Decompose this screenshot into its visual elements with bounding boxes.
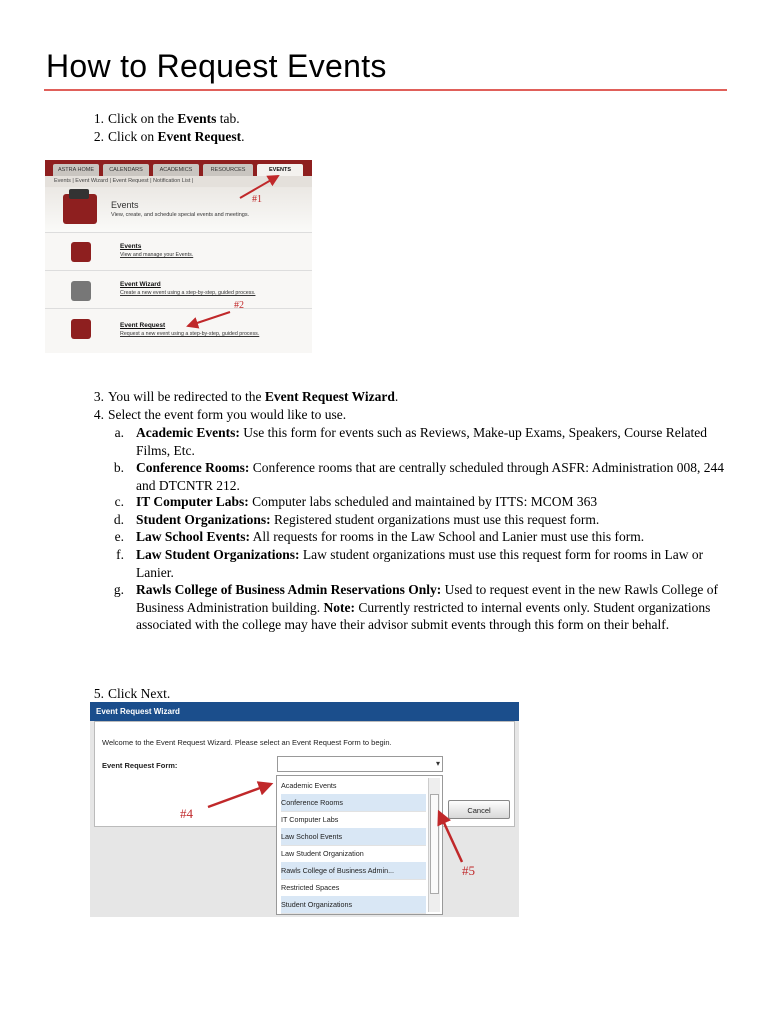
step-5	[0, 685, 770, 703]
step-bold: Events	[177, 111, 217, 126]
callout-2: #2	[234, 300, 244, 311]
page-title: How to Request Events	[46, 48, 387, 84]
tab-events: EVENTS	[257, 164, 303, 176]
step-4	[0, 406, 770, 424]
chevron-down-icon[interactable]: ▾	[435, 759, 440, 768]
dropdown-option[interactable]: Academic Events	[281, 777, 426, 795]
breadcrumb: Events | Event Wizard | Event Request | Notification List |	[45, 176, 312, 187]
event-request-wizard-screenshot	[90, 702, 519, 917]
cancel-button[interactable]: Cancel	[448, 800, 510, 819]
form-letter: f.	[116, 547, 124, 562]
form-name: Conference Rooms:	[136, 460, 250, 475]
arrow-2	[188, 312, 230, 326]
tab-academics: ACADEMICS	[153, 164, 199, 176]
step-number: 5.	[93, 686, 104, 701]
step-text: Click on the	[108, 111, 178, 126]
step-number: 4.	[93, 407, 104, 422]
step-2	[0, 128, 770, 146]
step-text: .	[394, 389, 399, 404]
form-desc: Law student organizations must use this request form for rooms in Law or Lanier.	[136, 547, 704, 580]
menu-item-title: Event Wizard	[120, 281, 161, 288]
arrow-5	[439, 812, 462, 862]
menu-item-title: Event Request	[120, 322, 166, 329]
dropdown-option[interactable]: Conference Rooms	[281, 794, 426, 812]
form-letter: e.	[114, 529, 124, 544]
step-3	[0, 388, 770, 406]
callout-5: #5	[462, 863, 475, 878]
form-select-label: Event Request Form:	[102, 761, 178, 770]
step-text: Select the event form you would like to use.	[108, 407, 347, 422]
wizard-title-bar: Event Request Wizard	[90, 702, 519, 721]
form-name: Rawls College of Business Admin Reservations Only:	[136, 582, 442, 597]
step-text: .	[241, 129, 245, 144]
step-text: You will be redirected to the	[108, 389, 265, 404]
dropdown-option[interactable]: Rawls College of Business Admin...	[281, 862, 426, 880]
form-desc: Used to request event in the new Rawls College of Business Administration building.	[136, 582, 718, 615]
dropdown-option[interactable]: Restricted Spaces	[281, 879, 426, 897]
form-desc: All requests for rooms in the Law School and Lanier must use this form.	[250, 529, 645, 544]
dropdown-option[interactable]: IT Computer Labs	[281, 811, 426, 829]
events-tab-screenshot	[45, 160, 312, 353]
form-letter: g.	[113, 582, 124, 597]
title-rule	[44, 89, 727, 91]
step-number: 1.	[93, 111, 104, 126]
form-note-label: Note:	[323, 599, 355, 615]
form-name: Law School Events:	[136, 529, 251, 544]
form-desc: Computer labs scheduled and maintained by ITTS: MCOM 363	[248, 494, 598, 509]
form-letter: d.	[113, 512, 124, 527]
callout-arrows-2	[90, 702, 519, 917]
dropdown-option[interactable]: Law School Events	[281, 828, 426, 846]
tab-astra-home: ASTRA HOME	[53, 164, 99, 176]
step-1	[0, 110, 770, 128]
callout-arrows	[45, 160, 312, 353]
events-heading-desc: View, create, and schedule special events and meetings.	[111, 212, 250, 218]
form-name: IT Computer Labs:	[136, 494, 249, 509]
step-text: Click on	[108, 129, 158, 144]
menu-item-title: Events	[120, 243, 142, 250]
step-number: 2.	[93, 129, 104, 144]
form-desc: Use this form for events such as Reviews, Make-up Exams, Speakers, Course Related Films, Etc.	[136, 425, 708, 458]
form-letter: b.	[113, 460, 124, 475]
menu-item-desc: Create a new event using a step-by-step, guided process.	[120, 290, 256, 296]
form-name: Academic Events:	[136, 425, 240, 440]
step-text: tab.	[216, 111, 240, 126]
dropdown-option[interactable]: Student Organizations	[281, 896, 426, 914]
form-name: Law Student Organizations:	[136, 547, 300, 562]
menu-item-desc: View and manage your Events.	[120, 252, 194, 258]
wizard-welcome-text: Welcome to the Event Request Wizard. Please select an Event Request Form to begin.	[102, 738, 392, 747]
callout-1: #1	[252, 194, 262, 205]
tab-calendars: CALENDARS	[103, 164, 149, 176]
arrow-4	[208, 784, 271, 807]
form-name: Student Organizations:	[136, 512, 271, 527]
dropdown-option[interactable]: Law Student Organization	[281, 845, 426, 863]
form-letter: c.	[114, 494, 124, 509]
step-text: Click Next.	[108, 686, 171, 701]
callout-4: #4	[180, 806, 193, 821]
menu-item-desc: Request a new event using a step-by-step, guided process.	[120, 331, 260, 337]
form-desc: Registered student organizations must use this request form.	[270, 512, 600, 527]
events-heading: Events	[111, 200, 139, 210]
form-letter: a.	[114, 425, 124, 440]
step-bold: Event Request Wizard	[264, 389, 395, 404]
tab-resources: RESOURCES	[203, 164, 253, 176]
step-number: 3.	[93, 389, 104, 404]
form-desc: Conference rooms that are centrally scheduled through ASFR: Administration 008, 244 and DTCNTR 212.	[136, 460, 725, 493]
form-note-text: Currently restricted to internal events only. Student organizations associated with the college may have their advisor submit events through this form on their behalf.	[136, 599, 711, 632]
step-bold: Event Request	[157, 129, 242, 144]
